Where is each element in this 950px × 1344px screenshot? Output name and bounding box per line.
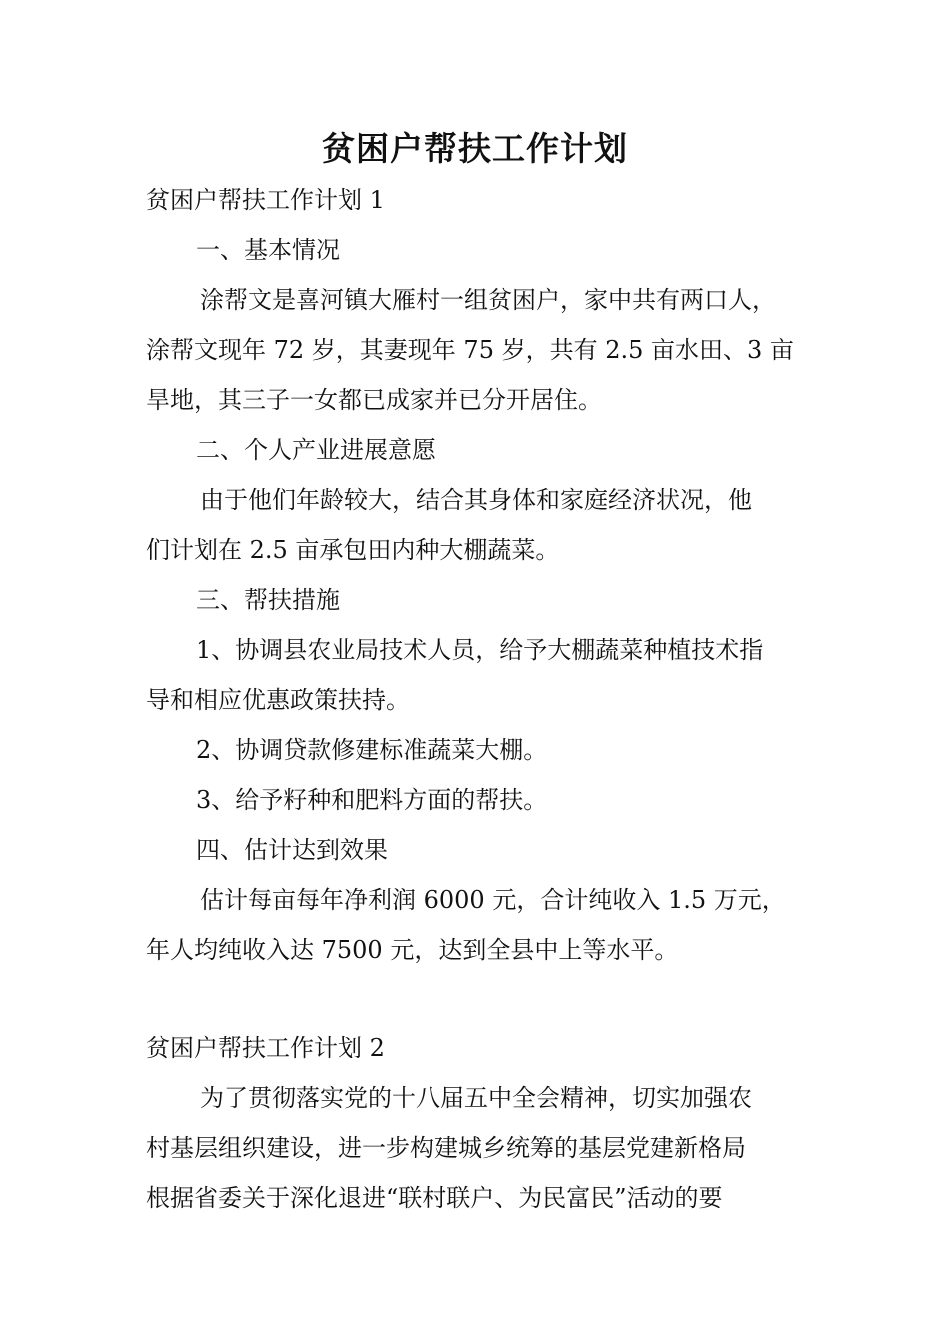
paragraph-line: 涂帮文是喜河镇大雁村一组贫困户，家中共有两口人， (200, 286, 776, 314)
paragraph-line: 为了贯彻落实党的十八届五中全会精神，切实加强农 (200, 1084, 752, 1112)
paragraph-line: 村基层组织建设，进一步构建城乡统筹的基层党建新格局 (146, 1134, 746, 1162)
subheading: 四、估计达到效果 (196, 836, 388, 864)
paragraph-line: 估计每亩每年净利润 6000 元，合计纯收入 1.5 万元， (200, 886, 786, 914)
document-title: 贫困户帮扶工作计划 (322, 129, 628, 168)
paragraph-line: 导和相应优惠政策扶持。 (146, 686, 410, 714)
section-heading: 贫困户帮扶工作计划 1 (146, 186, 385, 214)
paragraph-line: 们计划在 2.5 亩承包田内种大棚蔬菜。 (146, 536, 560, 564)
subheading: 二、个人产业进展意愿 (196, 436, 436, 464)
paragraph-line: 根据省委关于深化退进“联村联户、为民富民”活动的要 (146, 1184, 723, 1212)
section-heading: 贫困户帮扶工作计划 2 (146, 1034, 385, 1062)
paragraph-line: 2、协调贷款修建标准蔬菜大棚。 (196, 736, 548, 764)
paragraph-line: 涂帮文现年 72 岁，其妻现年 75 岁，共有 2.5 亩水田、3 亩 (146, 336, 794, 364)
paragraph-line: 由于他们年龄较大，结合其身体和家庭经济状况，他 (200, 486, 752, 514)
paragraph-line: 1、协调县农业局技术人员，给予大棚蔬菜种植技术指 (196, 636, 764, 664)
subheading: 三、帮扶措施 (196, 586, 340, 614)
paragraph-line: 年人均纯收入达 7500 元，达到全县中上等水平。 (146, 936, 679, 964)
paragraph-line: 旱地，其三子一女都已成家并已分开居住。 (146, 386, 602, 414)
subheading: 一、基本情况 (196, 236, 340, 264)
paragraph-line: 3、给予籽种和肥料方面的帮扶。 (196, 786, 548, 814)
